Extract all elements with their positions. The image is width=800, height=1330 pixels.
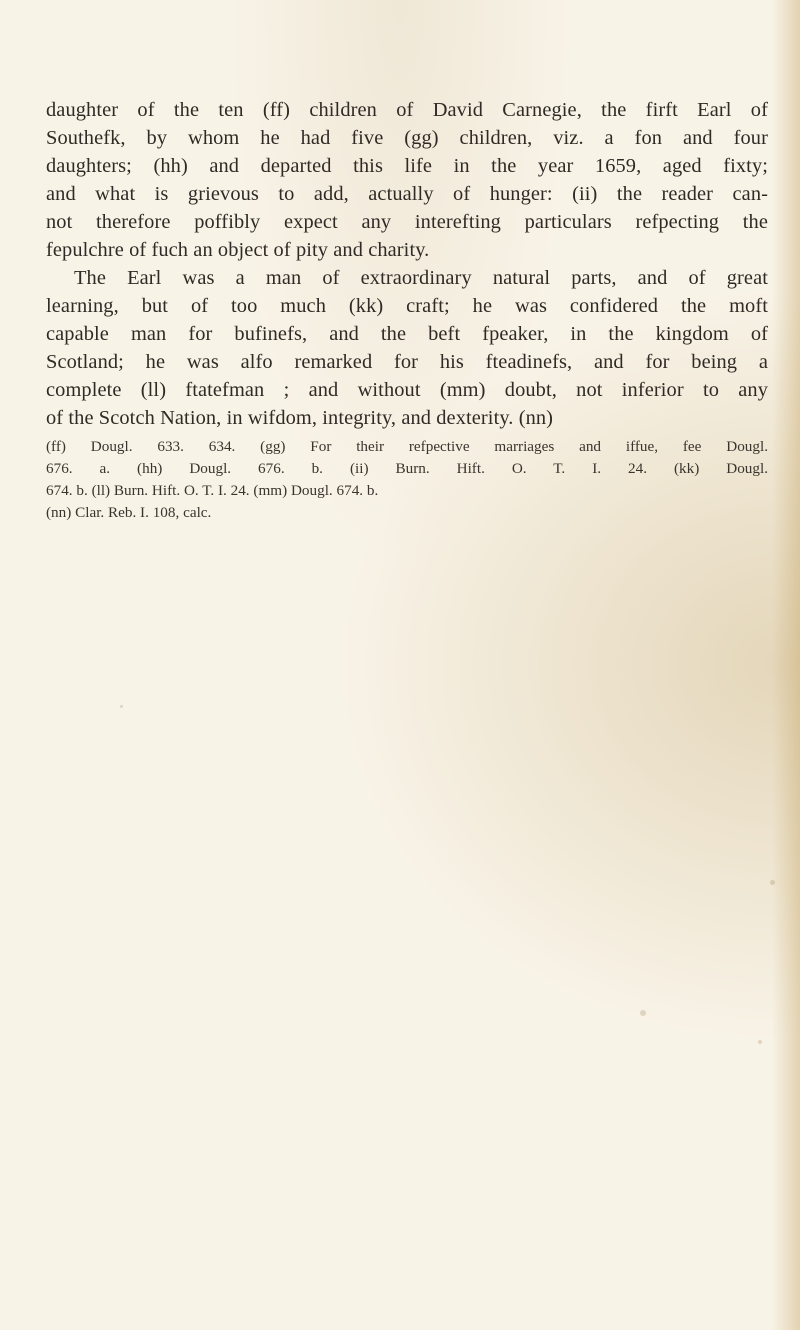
body-line: not therefore poffibly expect any interefting particulars refpecting the [46, 211, 768, 233]
paper-spot [120, 705, 123, 708]
body-line: and what is grievous to add, actually of hunger: (ii) the reader can- [46, 183, 768, 205]
footnote-line: (nn) Clar. Reb. I. 108, calc. [46, 504, 212, 521]
body-line: learning, but of too much (kk) craft; he was confidered the moft [46, 295, 768, 317]
footnote-line: 676. a. (hh) Dougl. 676. b. (ii) Burn. Hift. O. T. I. 24. (kk) Dougl. [46, 460, 768, 477]
paper-spot [770, 880, 775, 885]
body-line: Southefk, by whom he had five (gg) children, viz. a fon and four [46, 127, 768, 149]
page-edge-shadow [772, 0, 800, 1330]
body-line: of the Scotch Nation, in wifdom, integrity, and dexterity. (nn) [46, 407, 554, 429]
body-line: fepulchre of fuch an object of pity and charity. [46, 239, 430, 261]
body-line: daughter of the ten (ff) children of David Carnegie, the firft Earl of [46, 99, 768, 121]
body-line: capable man for bufinefs, and the beft fpeaker, in the kingdom of [46, 323, 768, 345]
body-line: Scotland; he was alfo remarked for his fteadinefs, and for being a [46, 351, 768, 373]
body-line: The Earl was a man of extraordinary natural parts, and of great [74, 267, 768, 289]
footnotes [46, 436, 768, 524]
body-text [46, 96, 768, 432]
body-line: complete (ll) ftatefman ; and without (mm) doubt, not inferior to any [46, 379, 768, 401]
paper-spot [640, 1010, 646, 1016]
body-line: daughters; (hh) and departed this life in the year 1659, aged fixty; [46, 155, 768, 177]
footnote-line: (ff) Dougl. 633. 634. (gg) For their refpective marriages and iffue, fee Dougl. [46, 438, 768, 455]
footnote-line: 674. b. (ll) Burn. Hift. O. T. I. 24. (mm) Dougl. 674. b. [46, 482, 379, 499]
paper-spot [758, 1040, 762, 1044]
